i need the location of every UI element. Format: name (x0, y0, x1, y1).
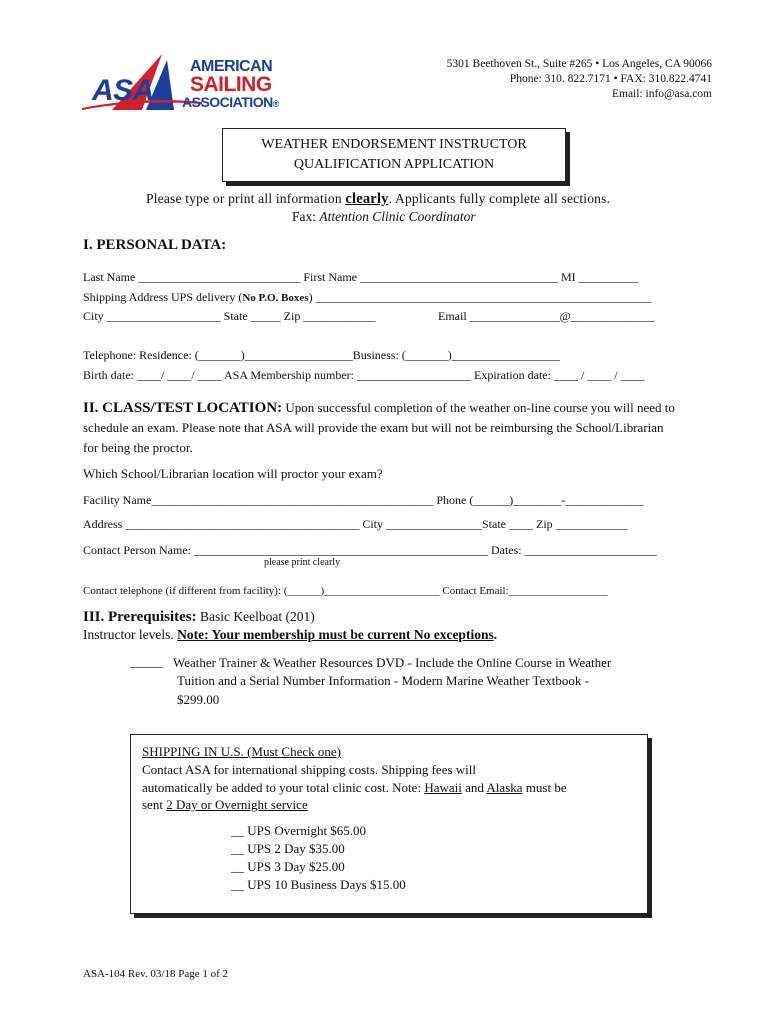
dvd-item-line1: Weather Trainer & Weather Resources DVD - Include the Online Course in Weather (173, 655, 612, 670)
section2-para2: schedule an exam. Please note that ASA will provide the exam but will not be reimbursing the School/Librarian (83, 420, 664, 435)
title-line2: QUALIFICATION APPLICATION (293, 157, 495, 172)
membership-note: Instructor levels. Note: Your membership must be current No exceptions. (83, 627, 498, 642)
birth-date-line[interactable]: Birth date: ____/ ____/ ____ ASA Membership number: ___________________ Expiration date: ____ / ____ / ____ (83, 368, 645, 382)
logo-line3: ASSOCIATION® (182, 94, 279, 110)
section1-heading: I. PERSONAL DATA: (83, 237, 227, 253)
logo-line2: SAILING (190, 73, 272, 96)
title-line1: WEATHER ENDORSEMENT INSTRUCTOR (261, 137, 527, 152)
shipping-address-line[interactable]: Shipping Address UPS delivery (No P.O. Boxes) ________________________________________________________ (83, 290, 652, 304)
dvd-item-blank[interactable]: _____ (130, 654, 163, 669)
shipping-line2: automatically be added to your total clinic cost. Note: Hawaii and Alaska must be (142, 780, 567, 795)
address-line1: 5301 Beethoven St., Suite #265 • Los Angeles, CA 90066 (446, 58, 712, 70)
shipping-option-overnight[interactable]: __ UPS Overnight $65.00 (231, 823, 367, 838)
shipping-line3: sent 2 Day or Overnight service (142, 797, 308, 812)
section2-para3: for being the proctor. (83, 440, 193, 455)
email-line[interactable]: Email _______________@______________ (438, 309, 655, 323)
shipping-heading: SHIPPING IN U.S. (Must Check one) (142, 744, 341, 759)
instructions: Please type or print all information clearly. Applicants fully complete all sections. (146, 191, 611, 207)
section2-para1: II. CLASS/TEST LOCATION: Upon successful completion of the weather on-line course you will need to (83, 400, 675, 416)
dvd-item-line2: Tuition and a Serial Number Information - Modern Marine Weather Textbook - (177, 673, 589, 688)
fax-line: Fax: Attention Clinic Coordinator (292, 209, 476, 224)
shipping-option-3day[interactable]: __ UPS 3 Day $25.00 (231, 859, 345, 874)
telephone-line[interactable]: Telephone: Residence: (_______)__________________Business: (_______)__________________ (83, 348, 560, 362)
shipping-option-10day[interactable]: __ UPS 10 Business Days $15.00 (231, 877, 406, 892)
print-clearly-note: please print clearly (264, 557, 341, 568)
asa-logo (82, 52, 302, 112)
shipping-line1: Contact ASA for international shipping costs. Shipping fees will (142, 762, 477, 777)
shipping-option-2day[interactable]: __ UPS 2 Day $35.00 (231, 841, 345, 856)
page-footer: ASA-104 Rev. 03/18 Page 1 of 2 (83, 968, 229, 980)
city-line[interactable]: City ___________________ State _____ Zip ____________ (83, 309, 376, 323)
contact-telephone-line[interactable]: Contact telephone (if different from facility): (______)_____________________ Contact Email:__________________ (83, 585, 608, 597)
dvd-item-line3: $299.00 (177, 692, 220, 707)
logo-mark: ASA (92, 74, 154, 107)
facility-line[interactable]: Facility Name_______________________________________________ Phone (______)________-_____________ (83, 493, 644, 507)
facility-address-line[interactable]: Address _______________________________________ City ________________State ____ Zip ____________ (83, 517, 628, 531)
address-line3: Email: info@asa.com (611, 88, 712, 100)
proctor-question: Which School/Librarian location will proctor your exam? (83, 466, 383, 481)
section3-heading: III. Prerequisites: Basic Keelboat (201) (83, 609, 315, 625)
address-line2: Phone: 310. 822.7171 • FAX: 310.822.4741 (509, 73, 712, 85)
title-box (222, 128, 566, 182)
name-line[interactable]: Last Name ___________________________ First Name _________________________________ MI __________ (83, 270, 639, 284)
logo-line1: AMERICAN (190, 58, 273, 75)
shipping-box (130, 734, 648, 914)
contact-person-line[interactable]: Contact Person Name: _________________________________________________ Dates: ______________________ (83, 543, 657, 557)
